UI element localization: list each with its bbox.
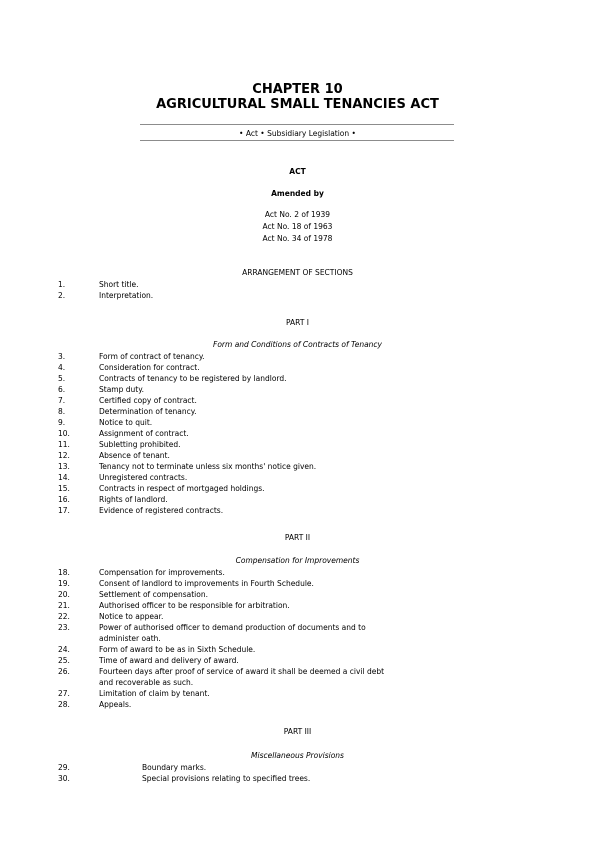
section-title: Tenancy not to terminate unless six months' notice given.: [99, 462, 317, 471]
part-subtitle: Form and Conditions of Contracts of Tenancy: [213, 340, 382, 349]
section-title-continuation: administer oath.: [99, 634, 161, 643]
section-number: 10.: [58, 429, 70, 438]
section-number: 25.: [58, 656, 70, 665]
section-number: 23.: [58, 623, 70, 632]
section-title: Unregistered contracts.: [99, 473, 188, 482]
section-title: Subletting prohibited.: [99, 440, 181, 449]
section-number: 12.: [58, 451, 70, 460]
section-number: 27.: [58, 689, 70, 698]
section-number: 14.: [58, 473, 70, 482]
section-title: Settlement of compensation.: [99, 590, 208, 599]
section-number: 19.: [58, 579, 70, 588]
section-title: Special provisions relating to specified trees.: [142, 774, 311, 783]
act-heading: ACT: [289, 167, 306, 176]
section-title: Contracts in respect of mortgaged holdings.: [99, 484, 265, 493]
section-title: Compensation for improvements.: [99, 568, 225, 577]
amended-by-heading: Amended by: [271, 189, 324, 198]
section-number: 11.: [58, 440, 70, 449]
section-title: Consent of landlord to improvements in Fourth Schedule.: [99, 579, 314, 588]
part-heading: PART III: [283, 727, 312, 736]
section-number: 7.: [58, 396, 66, 405]
navigation-links[interactable]: • Act • Subsidiary Legislation •: [239, 129, 356, 138]
section-title: Evidence of registered contracts.: [99, 506, 224, 515]
section-number: 26.: [58, 667, 70, 676]
section-number: 17.: [58, 506, 70, 515]
section-title: Authorised officer to be responsible for arbitration.: [99, 601, 290, 610]
section-number: 21.: [58, 601, 70, 610]
section-number: 20.: [58, 590, 70, 599]
part-heading: PART II: [284, 533, 311, 542]
section-title: Contracts of tenancy to be registered by landlord.: [99, 374, 287, 383]
amendment-item: Act No. 18 of 1963: [262, 222, 333, 231]
section-title: Notice to appear.: [99, 612, 164, 621]
section-number: 8.: [58, 407, 66, 416]
section-number: 18.: [58, 568, 70, 577]
bottom-divider: [140, 140, 454, 141]
section-number: 1.: [58, 280, 66, 289]
part-heading: PART I: [285, 318, 310, 327]
section-title: Interpretation.: [99, 291, 154, 300]
section-title: Absence of tenant.: [99, 451, 170, 460]
section-number: 9.: [58, 418, 66, 427]
section-title: Stamp duty.: [99, 385, 144, 394]
part-subtitle: Compensation for Improvements: [235, 556, 360, 565]
amendment-item: Act No. 34 of 1978: [262, 234, 333, 243]
section-number: 28.: [58, 700, 70, 709]
section-title: Consideration for contract.: [99, 363, 200, 372]
section-number: 29.: [58, 763, 70, 772]
section-number: 2.: [58, 291, 66, 300]
section-title: Fourteen days after proof of service of award it shall be deemed a civil debt: [99, 667, 385, 676]
section-number: 16.: [58, 495, 70, 504]
amendment-item: Act No. 2 of 1939: [264, 210, 331, 219]
section-number: 15.: [58, 484, 70, 493]
section-title: Determination of tenancy.: [99, 407, 197, 416]
section-title: Appeals.: [99, 700, 132, 709]
arrangement-heading: ARRANGEMENT OF SECTIONS: [242, 268, 353, 277]
act-title: AGRICULTURAL SMALL TENANCIES ACT: [156, 97, 439, 112]
section-number: 24.: [58, 645, 70, 654]
chapter-heading: CHAPTER 10: [252, 82, 343, 97]
section-title-continuation: and recoverable as such.: [99, 678, 194, 687]
section-number: 3.: [58, 352, 66, 361]
section-number: 30.: [58, 774, 70, 783]
section-title: Limitation of claim by tenant.: [99, 689, 210, 698]
top-divider: [140, 124, 454, 125]
section-title: Assignment of contract.: [99, 429, 189, 438]
part-subtitle: Miscellaneous Provisions: [251, 751, 344, 760]
section-title: Rights of landlord.: [99, 495, 168, 504]
section-title: Form of award to be as in Sixth Schedule.: [99, 645, 256, 654]
section-title: Time of award and delivery of award.: [99, 656, 239, 665]
section-title: Short title.: [99, 280, 139, 289]
section-title: Certified copy of contract.: [99, 396, 197, 405]
section-number: 6.: [58, 385, 66, 394]
section-number: 22.: [58, 612, 70, 621]
section-number: 4.: [58, 363, 66, 372]
section-title: Form of contract of tenancy.: [99, 352, 205, 361]
section-title: Boundary marks.: [142, 763, 207, 772]
section-number: 5.: [58, 374, 66, 383]
section-number: 13.: [58, 462, 70, 471]
section-title: Power of authorised officer to demand production of documents and to: [99, 623, 366, 632]
section-title: Notice to quit.: [99, 418, 153, 427]
